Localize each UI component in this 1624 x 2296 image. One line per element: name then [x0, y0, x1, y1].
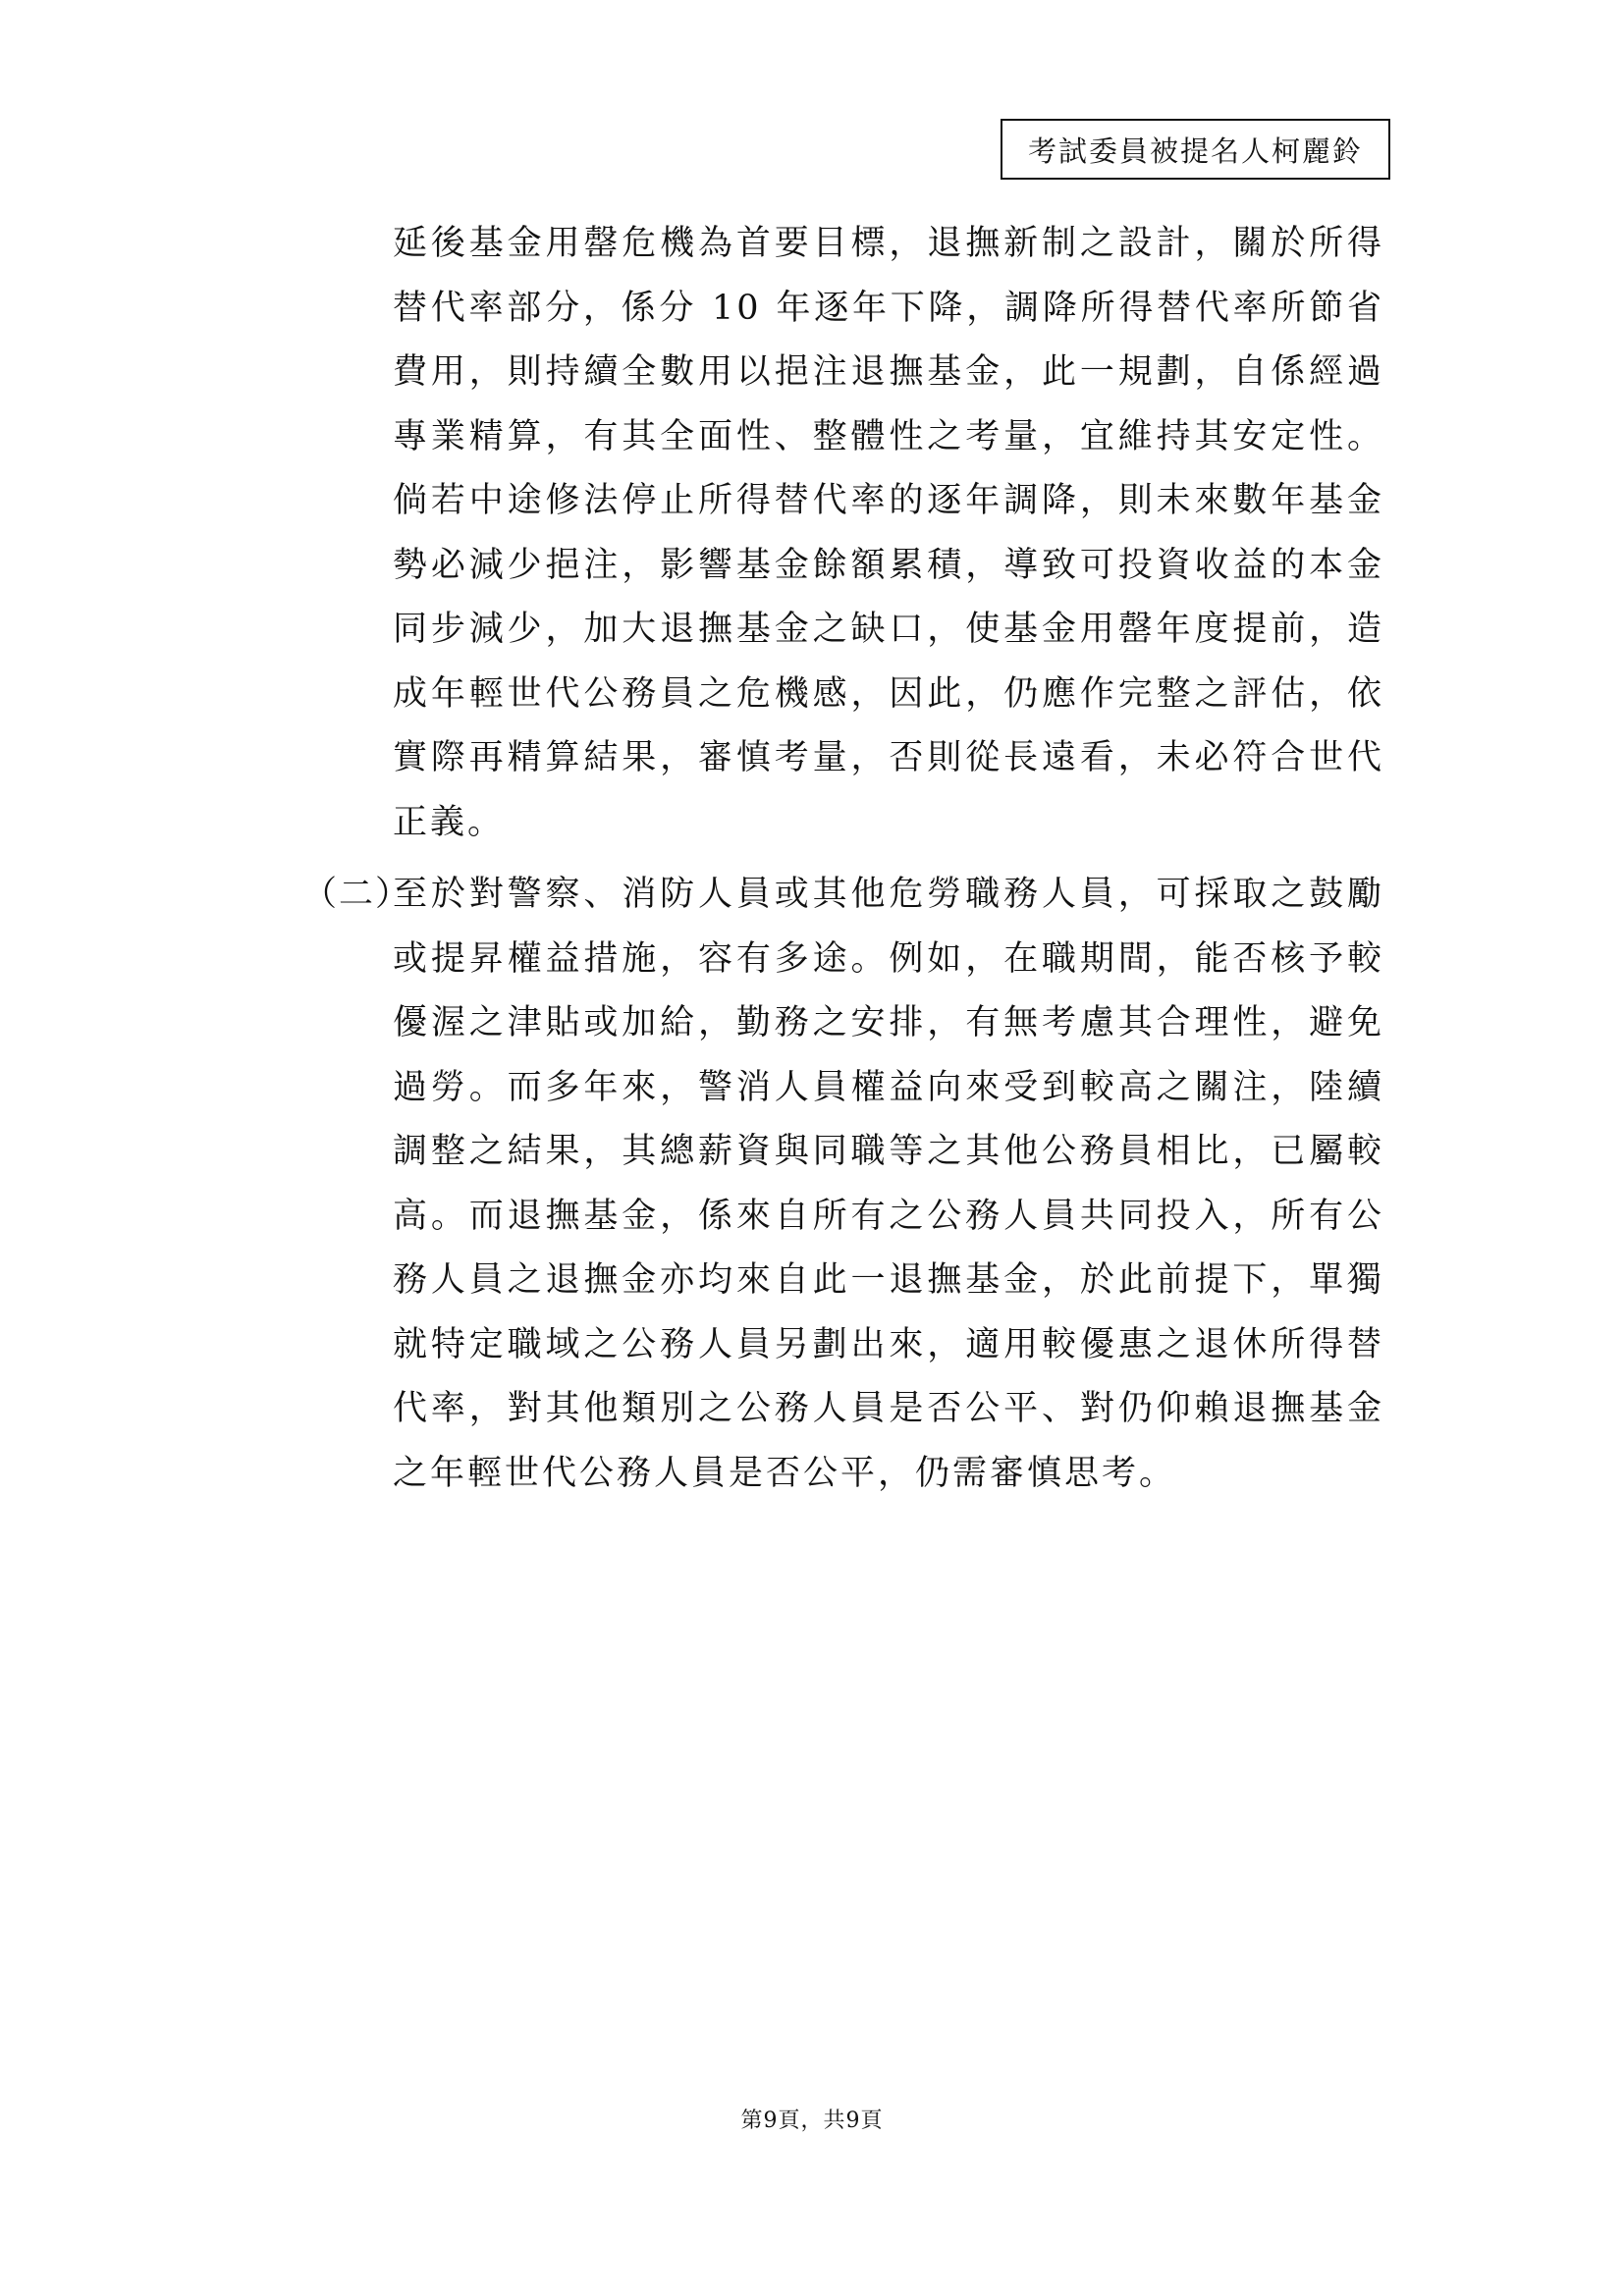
list-item-2-label: （二）: [302, 875, 412, 914]
nominee-header-box: 考試委員被提名人柯麗鈴: [1001, 119, 1390, 180]
list-item-2: [302, 863, 1384, 1506]
page-number-footer: 第9頁，共9頁: [740, 2109, 884, 2133]
document-body: [302, 212, 1384, 1506]
continued-paragraph: 延後基金用罄危機為首要目標，退撫新制之設計，關於所得替代率部分，係分 10 年逐年下降，調降所得替代率所節省費用，則持續全數用以挹注退撫基金，此一規劃，自係經過專業精算，有其全面性、整體性之考量，宜維持其安定性。倘若中途修法停止所得替代率的逐年調降，則未來數年基金勢必減少挹注，影響基金餘額累積，導致可投資收益的本金同步減少，加大退撫基金之缺口，使基金用罄年度提前，造成年輕世代公務員之危機感，因此，仍應作完整之評估，依實際再精算結果，審慎考量，否則從長遠看，未必符合世代正義。: [393, 224, 1384, 842]
list-item-2-text: 至於對警察、消防人員或其他危勞職務人員，可採取之鼓勵或提昇權益措施，容有多途。例如，在職期間，能否核予較優渥之津貼或加給，勤務之安排，有無考慮其合理性，避免過勞。而多年來，警消人員權益向來受到較高之關注，陸續調整之結果，其總薪資與同職等之其他公務員相比，已屬較高。而退撫基金，係來自所有之公務人員共同投入，所有公務人員之退撫金亦均來自此一退撫基金，於此前提下，單獨就特定職域之公務人員另劃出來，適用較優惠之退休所得替代率，對其他類別之公務人員是否公平、對仍仰賴退撫基金之年輕世代公務人員是否公平，仍需審慎思考。: [393, 875, 1384, 1493]
